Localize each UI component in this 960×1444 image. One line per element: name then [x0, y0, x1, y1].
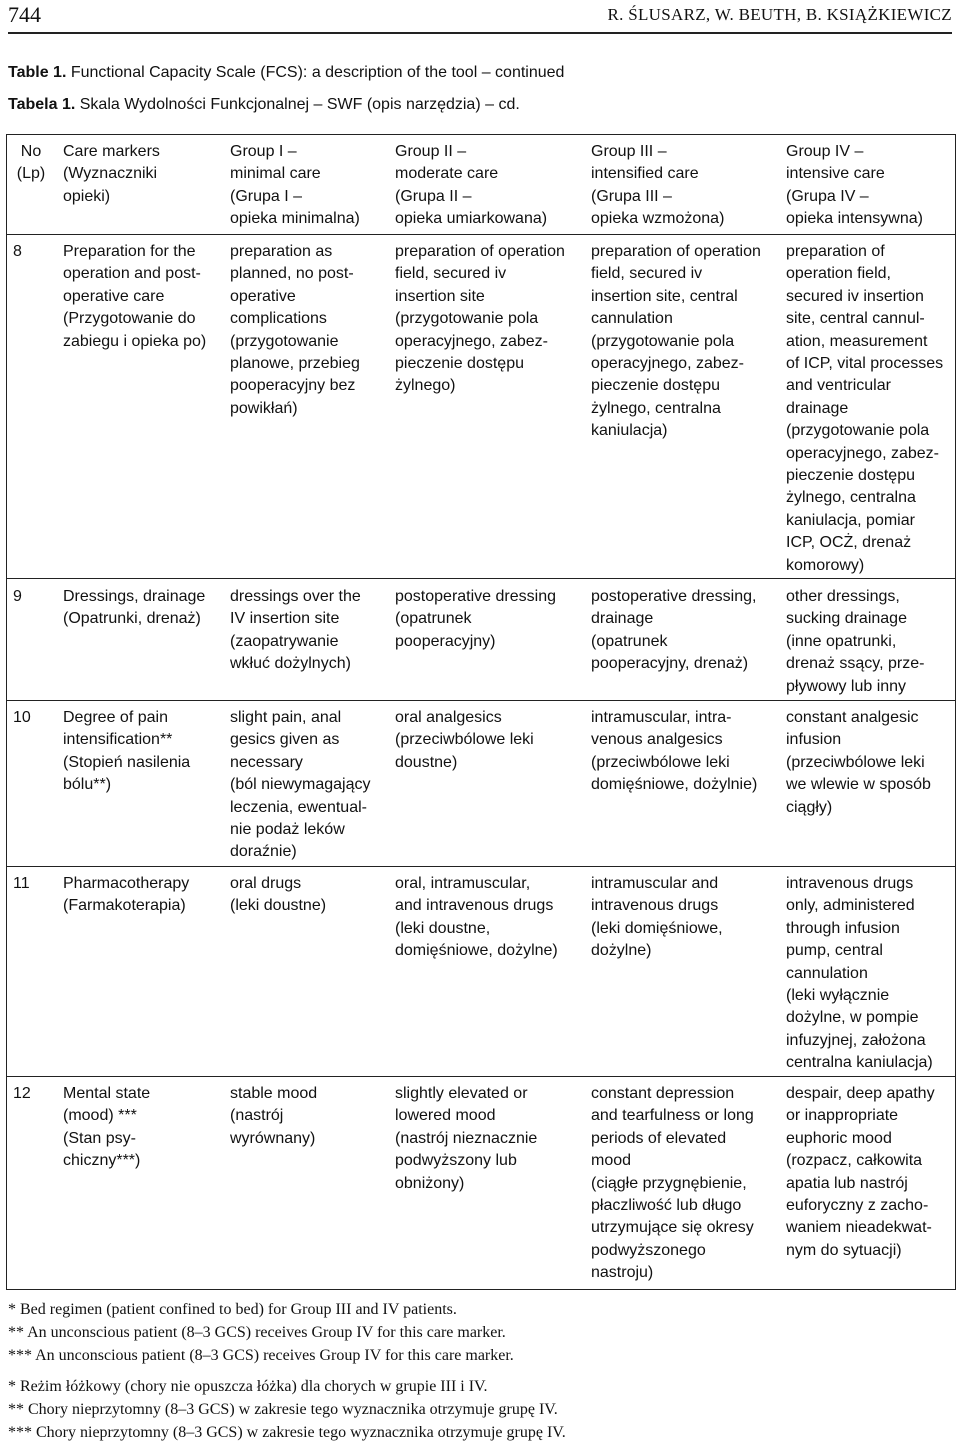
running-header	[8, 0, 952, 34]
row-group-3: preparation of operation field, secured iv insertion site, central cannulation (przygotowanie pola operacyjnego, zabez- pieczenie dostępu żylnego, centralna kaniulacja)	[591, 243, 761, 440]
row-rule	[7, 866, 955, 867]
row-group-1: oral drugs (leki doustne)	[230, 875, 327, 915]
row-group-3: intramuscular, intra- venous analgesics (przeciwbólowe leki domięśniowe, dożylnie)	[591, 709, 758, 794]
footnote-en-2: ** An unconscious patient (8–3 GCS) receives Group IV for this care marker.	[8, 1324, 506, 1341]
caption-en-label: Table 1.	[8, 64, 67, 81]
header-group-2: Group II – moderate care (Grupa II – opieka umiarkowana)	[395, 143, 548, 228]
row-group-2: oral, intramuscular, and intravenous drugs (leki doustne, domięśniowe, dożylne)	[395, 875, 558, 960]
header-rule	[7, 234, 955, 235]
row-group-2: preparation of operation field, secured iv insertion site (przygotowanie pola operacyjnego, zabez- pieczenie dostępu żylnego)	[395, 243, 565, 395]
row-care-marker: Pharmacotherapy (Farmakoterapia)	[63, 875, 190, 915]
row-number: 12	[13, 1085, 31, 1102]
row-group-2: oral analgesics (przeciwbólowe leki doustne)	[395, 709, 534, 771]
footnote-pl-1: * Reżim łóżkowy (chory nie opuszcza łóżka) dla chorych w grupie III i IV.	[8, 1378, 488, 1395]
row-care-marker: Degree of pain intensification** (Stopień nasilenia bólu**)	[63, 709, 191, 794]
row-number: 11	[13, 875, 30, 892]
row-group-4: constant analgesic infusion (przeciwbólowe leki we wlewie w sposób ciągły)	[786, 709, 931, 816]
row-number: 8	[13, 243, 22, 260]
fcs-table	[6, 134, 956, 1290]
caption-pl-text: Skala Wydolności Funkcjonalnej – SWF (opis narzędzia) – cd.	[75, 96, 520, 113]
caption-pl-label: Tabela 1.	[8, 96, 76, 113]
footnotes-en	[8, 1298, 514, 1367]
row-number: 9	[13, 588, 22, 605]
footnote-pl-3: *** Chory nieprzytomny (8–3 GCS) w zakresie tego wyznacznika otrzymuje grupę IV.	[8, 1424, 566, 1441]
row-group-2: postoperative dressing (opatrunek pooperacyjny)	[395, 588, 556, 650]
row-care-marker: Dressings, drainage (Opatrunki, drenaż)	[63, 588, 206, 628]
footnote-en-1: * Bed regimen (patient confined to bed) for Group III and IV patients.	[8, 1301, 457, 1318]
row-care-marker: Preparation for the operation and post- operative care (Przygotowanie do zabiegu i opieka po)	[63, 243, 207, 350]
header-no: No (Lp)	[16, 143, 46, 183]
row-group-3: constant depression and tearfulness or long periods of elevated mood (ciągłe przygnębienie, płaczliwość lub długo utrzymujące się okresy podwyższonego nastroju)	[591, 1085, 754, 1282]
page-number: 744	[8, 2, 41, 27]
row-group-3: intramuscular and intravenous drugs (leki domięśniowe, dożylne)	[591, 875, 723, 960]
footnote-en-3: *** An unconscious patient (8–3 GCS) receives Group IV for this care marker.	[8, 1347, 514, 1364]
row-care-marker: Mental state (mood) *** (Stan psy- chiczny***)	[63, 1085, 151, 1170]
row-rule	[7, 1076, 955, 1077]
row-group-3: postoperative dressing, drainage (opatrunek pooperacyjny, drenaż)	[591, 588, 757, 673]
header-group-3: Group III – intensified care (Grupa III – opieka wzmożona)	[591, 143, 725, 228]
row-group-4: despair, deep apathy or inappropriate euphoric mood (rozpacz, całkowita apatia lub nastrój euforyczny z zacho- waniem nieadekwat- nym do sytuacji)	[786, 1085, 935, 1259]
row-group-1: preparation as planned, no post- operative complications (przygotowanie planowe, przebieg pooperacyjny bez powikłań)	[230, 243, 360, 417]
row-group-4: preparation of operation field, secured iv insertion site, central cannul- ation, measurement of ICP, vital processes and ventricular drainage (przygotowanie pola operacyjnego, zabez- pieczenie dostępu żylnego, centralna kaniulacja, pomiar ICP, OCŻ, drenaż komorowy)	[786, 243, 944, 574]
caption-en-text: Functional Capacity Scale (FCS): a description of the tool – continued	[66, 64, 565, 81]
header-care-markers: Care markers (Wyznaczniki opieki)	[63, 143, 160, 205]
row-group-1: slight pain, anal gesics given as necessary (ból niewymagający leczenia, ewentual- nie podaż leków doraźnie)	[230, 709, 371, 861]
footnote-pl-2: ** Chory nieprzytomny (8–3 GCS) w zakresie tego wyznacznika otrzymuje grupę IV.	[8, 1401, 558, 1418]
row-number: 10	[13, 709, 31, 726]
row-group-4: other dressings, sucking drainage (inne opatrunki, drenaż ssący, prze- pływowy lub inny	[786, 588, 925, 695]
row-group-1: dressings over the IV insertion site (zaopatrywanie wkłuć dożylnych)	[230, 588, 361, 673]
row-group-1: stable mood (nastrój wyrównany)	[230, 1085, 318, 1147]
header-group-1: Group I – minimal care (Grupa I – opieka minimalna)	[230, 143, 360, 228]
row-rule	[7, 578, 955, 579]
table-caption-pl	[8, 96, 520, 114]
table-caption-en	[8, 64, 564, 82]
header-group-4: Group IV – intensive care (Grupa IV – opieka intensywna)	[786, 143, 923, 228]
running-authors: R. ŚLUSARZ, W. BEUTH, B. KSIĄŻKIEWICZ	[607, 5, 952, 24]
row-group-2: slightly elevated or lowered mood (nastrój nieznacznie podwyższony lub obniżony)	[395, 1085, 538, 1192]
row-group-4: intravenous drugs only, administered through infusion pump, central cannulation (leki wyłącznie dożylne, w pompie infuzyjnej, założona centralna kaniulacja)	[786, 875, 933, 1072]
row-rule	[7, 700, 955, 701]
footnotes-pl	[8, 1375, 566, 1444]
